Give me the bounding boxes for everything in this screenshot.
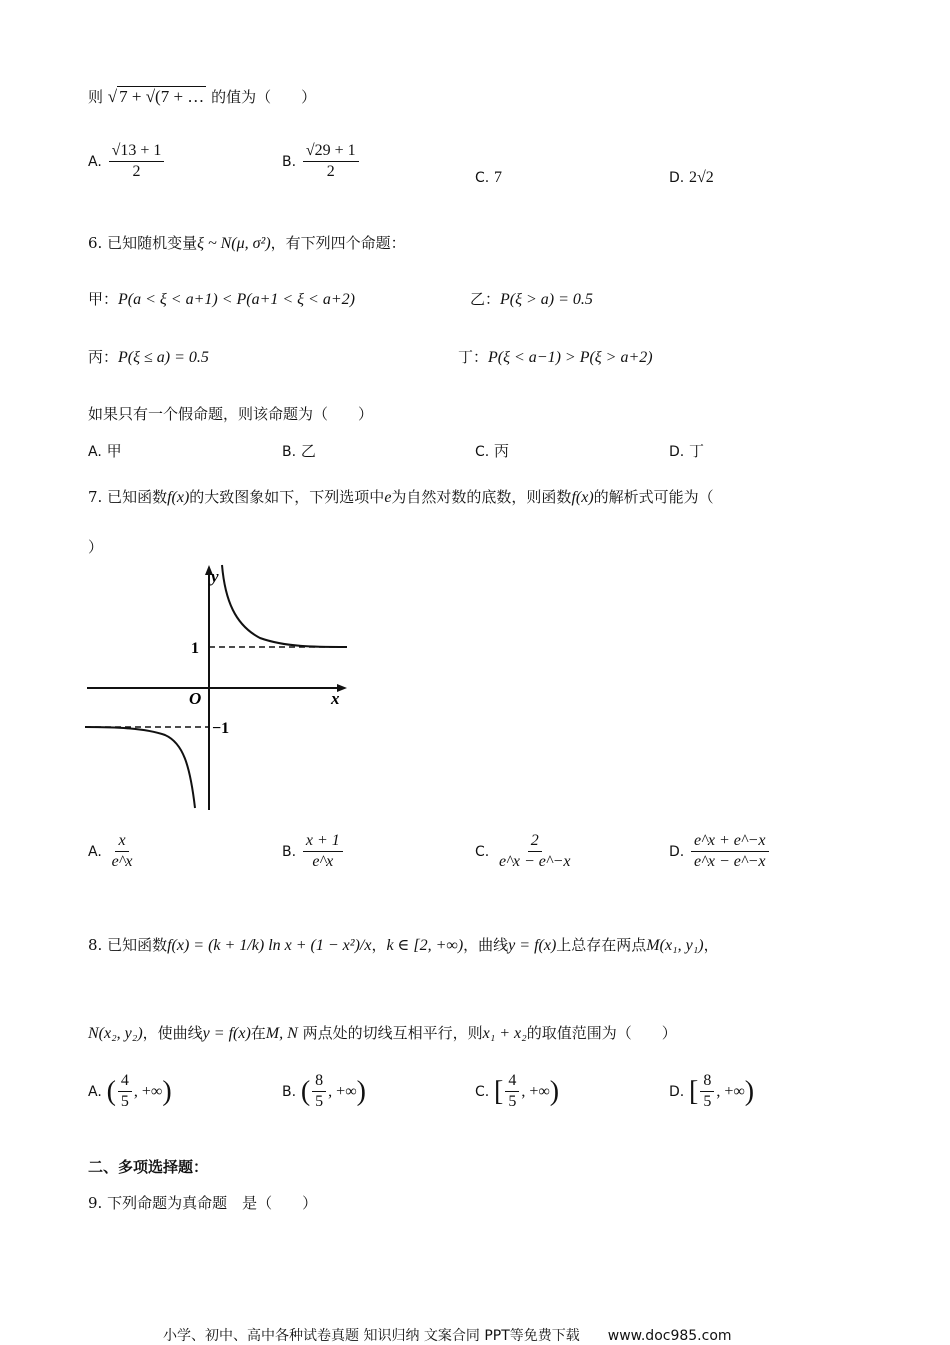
graph-label-neg-one: −1 <box>212 720 230 737</box>
q9-stem: 9. 下列命题为真命题 是（ ） <box>88 1194 318 1212</box>
q6-option-c[interactable]: C. 丙 <box>475 442 510 460</box>
q6-stem: 6. 已知随机变量ξ ~ N(μ, σ²)，有下列四个命题： <box>88 234 406 252</box>
q5-option-a[interactable]: A. $\frac{√13 + 1}{2}$ <box>88 142 166 182</box>
q5-stem: 则 √ 7 + √(7 + … 的值为（ ） <box>88 87 317 106</box>
curve-right-branch <box>222 565 347 647</box>
q5-option-d[interactable]: D. 2√2 <box>669 169 714 186</box>
q5-option-c[interactable]: C. 7 <box>475 169 503 186</box>
q7-option-c[interactable]: C. $\frac{2}{e\^{}x - e\^{}-x}$ <box>475 832 571 871</box>
q8-stem-line1: 8. 已知函数f(x) = (k + 1/k) ln x + (1 − x²)/x，k ∈ [2, +∞)，曲线y = f(x)上总存在两点M(x₁, y₁)， <box>88 936 719 954</box>
q6-option-a[interactable]: A. 甲 <box>88 442 122 460</box>
q6-ask: 如果只有一个假命题，则该命题为（ ） <box>88 405 374 423</box>
graph-label-y: y <box>211 567 219 586</box>
q7-graph <box>85 560 355 815</box>
q6-prop-bing: 丙：P(ξ ≤ a) = 0.5 <box>88 348 209 366</box>
q6-prop-yi: 乙：P(ξ > a) = 0.5 <box>470 290 593 308</box>
graph-label-x: x <box>331 689 340 708</box>
graph-label-origin: O <box>189 689 202 708</box>
curve-left-branch <box>85 727 195 808</box>
q8-option-b[interactable]: B. ( $\frac{8}{5}$ , +∞) <box>282 1072 366 1111</box>
q5-option-b[interactable]: B. $\frac{√29 + 1}{2}$ <box>282 142 361 182</box>
q6-option-d[interactable]: D. 丁 <box>669 442 705 460</box>
q7-stem: 7. 已知函数f(x)的大致图象如下，下列选项中e为自然对数的底数，则函数f(x)的解析式可能为（ <box>88 488 714 506</box>
q8-stem-line2: N(x₂, y₂)，使曲线y = f(x)在M, N 两点处的切线互相平行，则x₁ + x₂的取值范围为（ ） <box>88 1024 677 1042</box>
q7-option-a[interactable]: A. $\frac{x}{e\^{}x}$ <box>88 832 133 871</box>
q6-prop-jia: 甲：P(a < ξ < a+1) < P(a+1 < ξ < a+2) <box>88 290 355 308</box>
q8-option-a[interactable]: A. ( $\frac{4}{5}$ , +∞) <box>88 1072 172 1111</box>
section-2-title: 二、多项选择题： <box>88 1158 209 1176</box>
q6-prop-ding: 丁：P(ξ < a−1) > P(ξ > a+2) <box>458 348 653 366</box>
q7-option-d[interactable]: D. $\frac{e\^{}x + e\^{}-x}{e\^{}x - e\^{}-x}$ <box>669 832 771 872</box>
q8-option-d[interactable]: D. [ $\frac{8}{5}$ , +∞) <box>669 1072 755 1111</box>
q7-option-b[interactable]: B. $\frac{x + 1}{e\^{}x}$ <box>282 832 345 872</box>
page-footer: 小学、初中、高中各种试卷真题 知识归纳 文案合同 PPT等免费下载 www.doc985.com <box>163 1328 732 1344</box>
q8-option-c[interactable]: C. [ $\frac{4}{5}$ , +∞) <box>475 1072 560 1111</box>
q6-option-b[interactable]: B. 乙 <box>282 442 316 460</box>
q7-stem-close: ） <box>88 538 104 556</box>
graph-label-one: 1 <box>191 640 199 657</box>
q5-radical: 7 + √(7 + … <box>119 87 205 106</box>
